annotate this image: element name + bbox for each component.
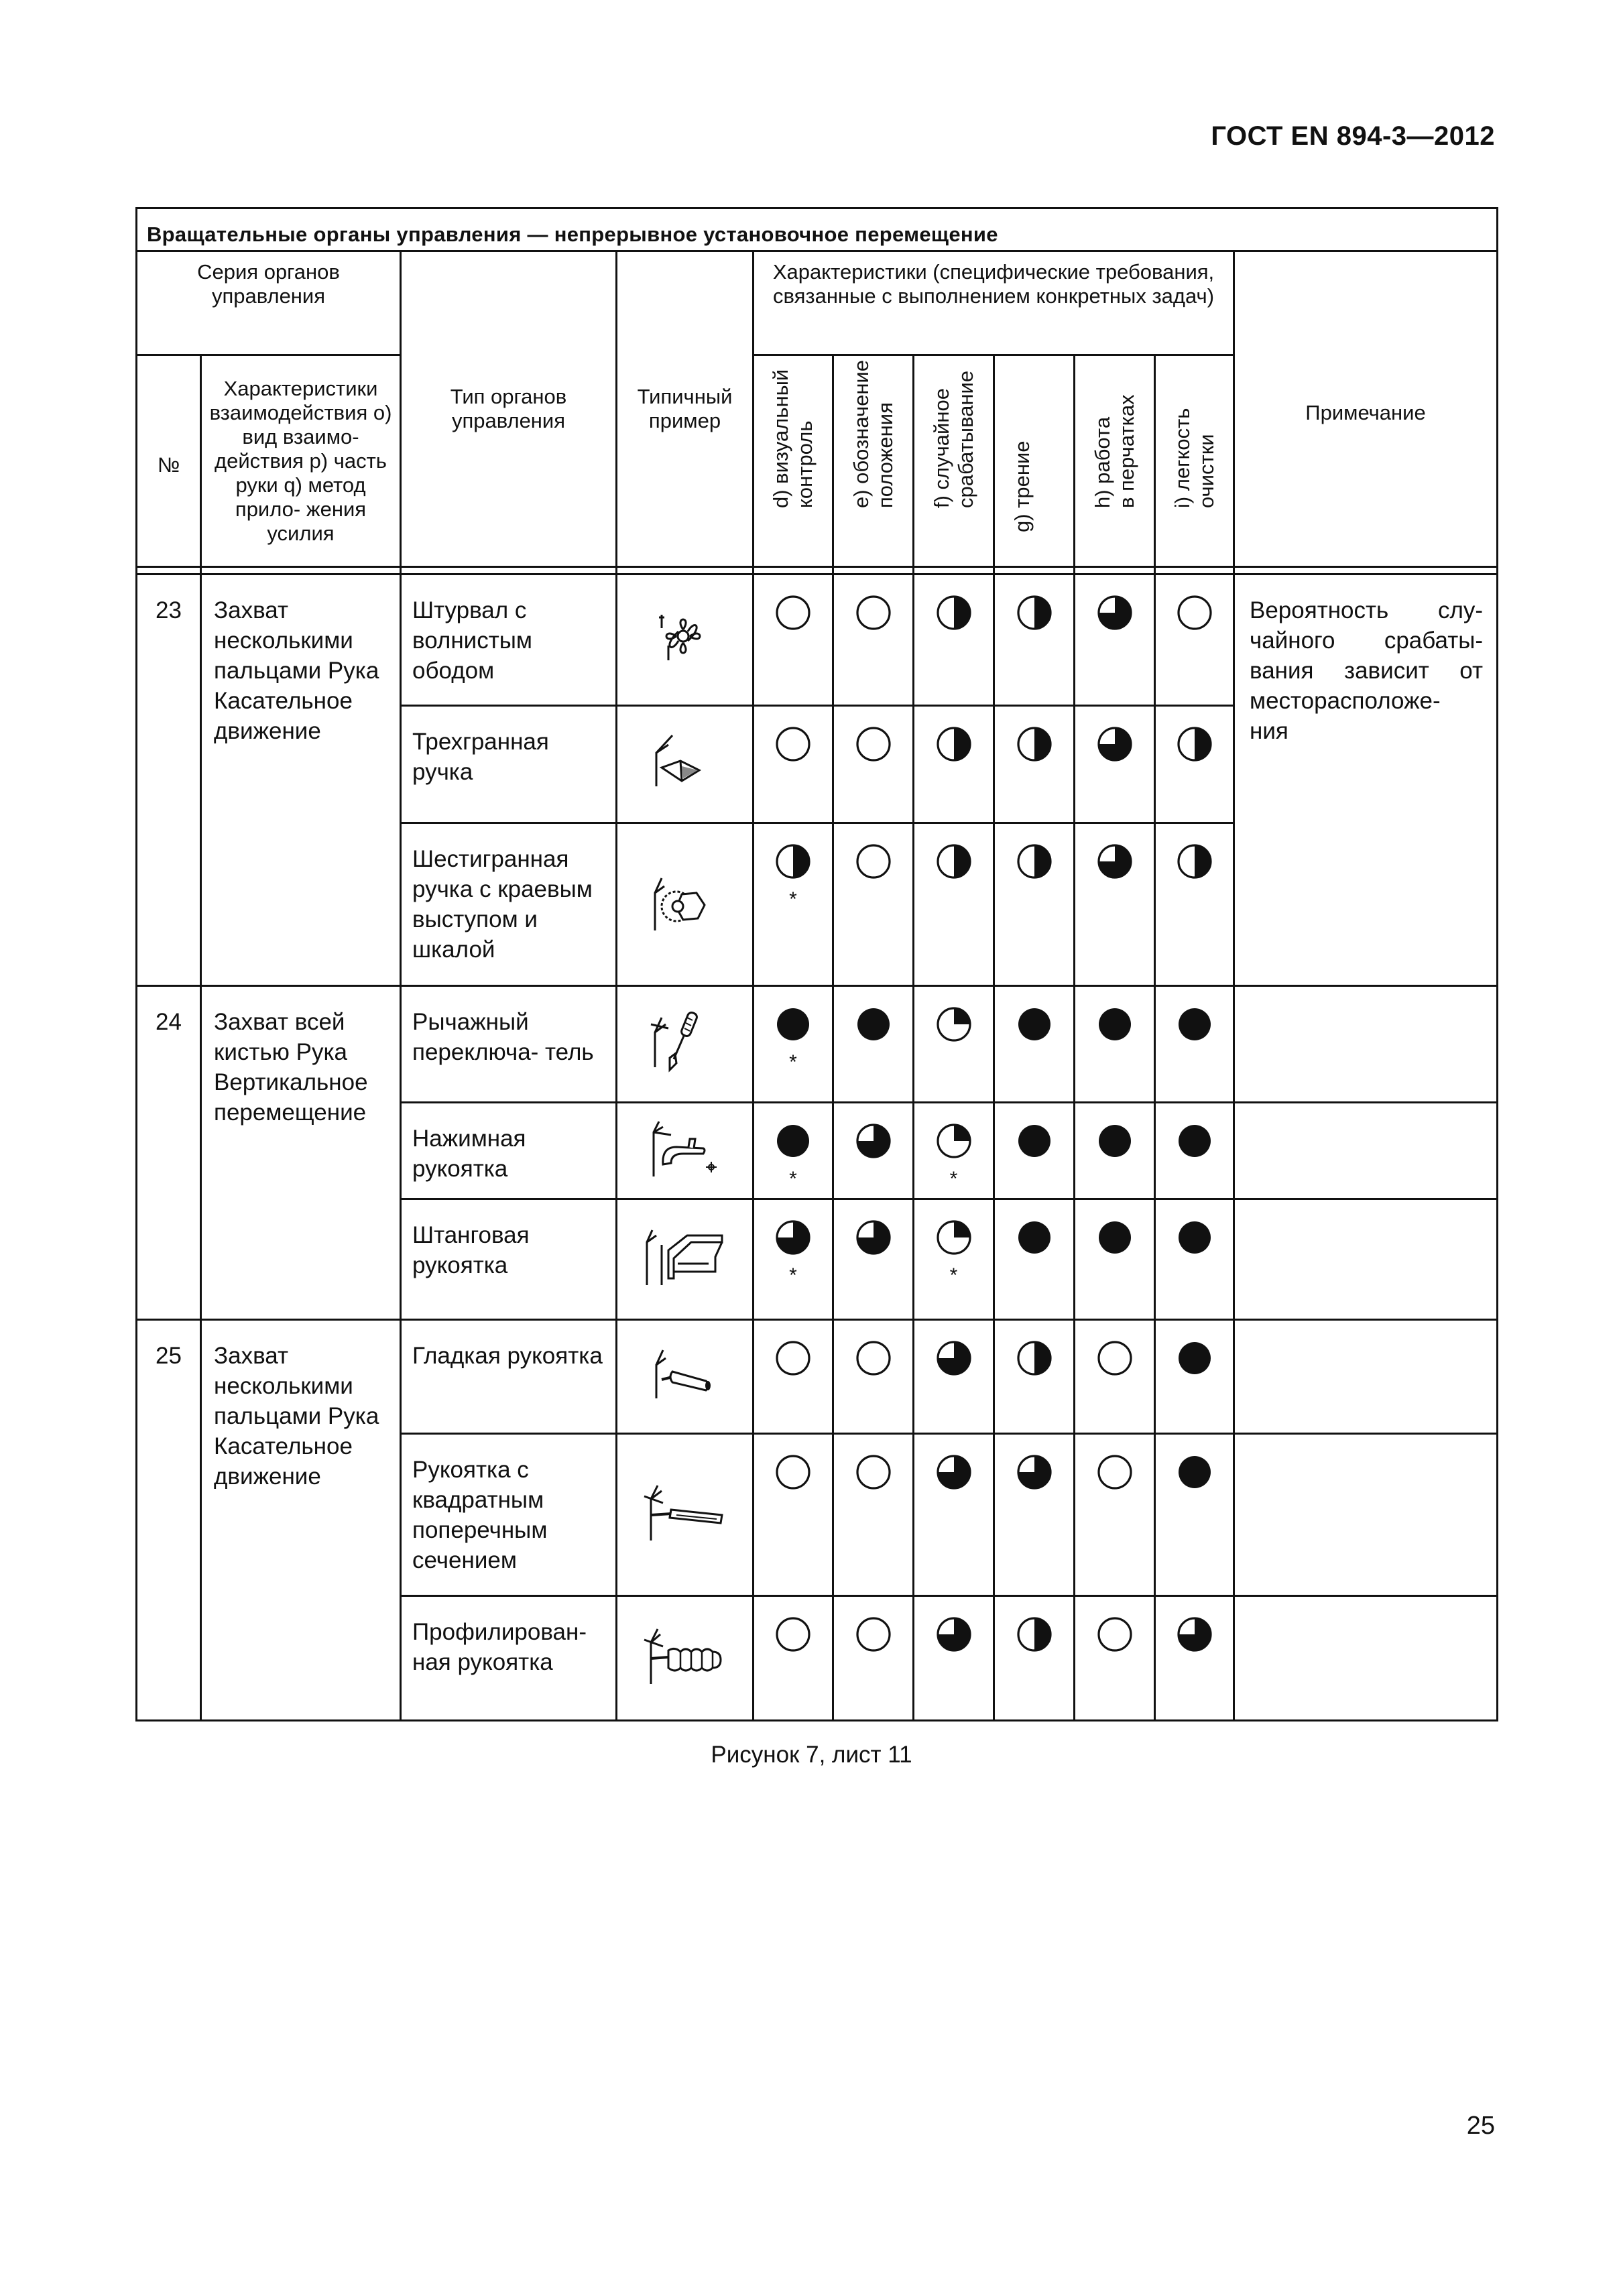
table-row [137,1320,1498,1434]
control-type: Трехгранная ручка [401,706,617,823]
subcol-line1: d) визуальный [769,369,792,508]
rating-symbol [855,1219,892,1256]
rating-symbol [774,1122,812,1160]
rating-symbol [1176,1122,1213,1160]
triangular-knob-icon [642,775,729,801]
control-type: Штанговая рукоятка [401,1199,617,1320]
rating-symbol [774,1006,812,1043]
rating-cell-2 [914,823,994,986]
typical-example [617,1199,754,1320]
control-type: Нажимная рукоятка [401,1103,617,1199]
control-type: Штурвал с волнистым ободом [401,575,617,706]
footnote-asterisk: * [949,1264,958,1286]
interaction-characteristics: Захват несколькими пальцами Рука Касательное движение [201,1320,401,1721]
typical-example [617,1320,754,1434]
rating-symbol [1176,843,1213,880]
table-row [137,575,1498,706]
rating-symbol [855,1339,892,1377]
note-cell [1234,986,1498,1103]
rating-cell-3 [994,1103,1075,1199]
bar-handle-icon [642,1270,729,1296]
footnote-asterisk: * [789,888,797,910]
rating-cell-0 [754,823,833,986]
page-number: 25 [1466,2112,1495,2140]
rating-symbol [1096,1339,1134,1377]
header-note: Примечание [1234,251,1498,567]
rating-symbol [1016,594,1053,631]
subcol-line1: e) обозначение [849,359,873,508]
subcol-line1: h) работа [1090,416,1114,508]
rating-symbol [855,1453,892,1491]
header-subcol-0 [754,355,833,567]
standard-code: ГОСТ EN 894-3—2012 [1211,121,1495,151]
push-handle-icon [642,1161,729,1187]
control-type: Гладкая рукоятка [401,1320,617,1434]
rating-cell-2 [914,1320,994,1434]
rating-cell-3 [994,986,1075,1103]
rating-cell-0 [754,1434,833,1596]
note-cell [1234,1434,1498,1596]
rating-cell-4 [1075,1320,1155,1434]
rating-cell-0 [754,1103,833,1199]
rating-symbol [935,725,973,763]
rating-symbol [1016,1453,1053,1491]
rating-cell-3 [994,823,1075,986]
rating-cell-2 [914,706,994,823]
rating-cell-2 [914,1103,994,1199]
rating-symbol [1016,1339,1053,1377]
rating-symbol [774,1339,812,1377]
rating-symbol [935,1616,973,1653]
controls-table [135,207,1496,1713]
header-series: Серия органов управления [137,251,401,355]
subcol-line2: положения [873,402,897,508]
rating-symbol [1176,1339,1213,1377]
control-type: Рычажный переключа- тель [401,986,617,1103]
rating-symbol [1176,594,1213,631]
rating-cell-5 [1155,823,1234,986]
rating-symbol [1096,1122,1134,1160]
footnote-asterisk: * [949,1168,958,1190]
rating-symbol [1176,1616,1213,1653]
note-cell [1234,1199,1498,1320]
rating-cell-4 [1075,1434,1155,1596]
rating-symbol [1096,1006,1134,1043]
rating-cell-2 [914,575,994,706]
rating-cell-1 [833,823,914,986]
rating-symbol [1176,1219,1213,1256]
rating-cell-3 [994,575,1075,706]
header-subcol-3 [994,355,1075,567]
rating-cell-4 [1075,1199,1155,1320]
rating-cell-5 [1155,986,1234,1103]
note-cell [1234,1596,1498,1721]
header-subcol-5 [1155,355,1234,567]
rating-symbol [935,1006,973,1043]
row-number: 24 [137,986,201,1320]
row-number: 23 [137,575,201,986]
rating-symbol [774,1219,812,1256]
rating-cell-5 [1155,1103,1234,1199]
rating-cell-4 [1075,1103,1155,1199]
rating-cell-1 [833,1320,914,1434]
hexagonal-knob-dial-icon [642,915,729,941]
header-subcol-1 [833,355,914,567]
footnote-asterisk: * [789,1264,797,1286]
header-characteristics: Характеристики (специфические требования, связанные с выполнением конкретных задач) [754,251,1234,355]
rating-symbol [1016,1219,1053,1256]
rating-symbol [1016,725,1053,763]
rating-cell-2 [914,1199,994,1320]
rating-cell-1 [833,575,914,706]
rating-symbol [1096,725,1134,763]
table-row [137,986,1498,1103]
subcol-line1: g) трение [1010,440,1034,532]
table-title: Вращательные органы управления — непрерывное установочное перемещение [137,208,1498,251]
header-subcol-4 [1075,355,1155,567]
rating-symbol [774,1453,812,1491]
rating-cell-5 [1155,706,1234,823]
rating-cell-2 [914,986,994,1103]
rating-cell-4 [1075,1596,1155,1721]
header-example: Типичный пример [617,251,754,567]
rating-cell-4 [1075,823,1155,986]
rating-symbol [1176,1453,1213,1491]
interaction-characteristics: Захват несколькими пальцами Рука Касательное движение [201,575,401,986]
rating-symbol [935,843,973,880]
rating-cell-0 [754,575,833,706]
control-type: Рукоятка с квадратным поперечным сечением [401,1434,617,1596]
lever-switch-icon [642,1054,729,1081]
rating-symbol [774,594,812,631]
rating-symbol [935,594,973,631]
rating-symbol [855,843,892,880]
rating-cell-3 [994,706,1075,823]
rating-cell-3 [994,1199,1075,1320]
rating-cell-1 [833,706,914,823]
rating-symbol [855,725,892,763]
interaction-characteristics: Захват всей кистью Рука Вертикальное перемещение [201,986,401,1320]
subcol-line2: очистки [1194,434,1218,508]
header-subcol-2 [914,355,994,567]
rating-symbol [935,1122,973,1160]
typical-example [617,575,754,706]
rating-symbol [855,1122,892,1160]
rating-cell-0 [754,706,833,823]
rating-cell-1 [833,1434,914,1596]
rating-symbol [774,1616,812,1653]
typical-example [617,986,754,1103]
rating-cell-1 [833,1103,914,1199]
rating-cell-5 [1155,1596,1234,1721]
rating-cell-2 [914,1434,994,1596]
rating-cell-5 [1155,1434,1234,1596]
scalloped-handwheel-icon [642,650,729,676]
square-section-handle-icon [642,1525,729,1551]
rating-cell-5 [1155,1199,1234,1320]
rating-cell-0 [754,986,833,1103]
typical-example [617,1434,754,1596]
footnote-asterisk: * [789,1168,797,1190]
rating-symbol [1016,843,1053,880]
rating-cell-3 [994,1596,1075,1721]
typical-example [617,706,754,823]
rating-cell-2 [914,1596,994,1721]
rating-symbol [935,1339,973,1377]
header-type: Тип органов управления [401,251,617,567]
rating-cell-0 [754,1199,833,1320]
rating-cell-0 [754,1596,833,1721]
rating-symbol [1096,843,1134,880]
footnote-asterisk: * [789,1051,797,1073]
subcol-line1: i) легкость [1170,408,1194,508]
note-cell [1234,1103,1498,1199]
rating-cell-0 [754,1320,833,1434]
rating-symbol [1016,1616,1053,1653]
typical-example [617,1596,754,1721]
rating-symbol [855,594,892,631]
rating-symbol [935,1219,973,1256]
rating-cell-4 [1075,986,1155,1103]
control-type: Профилирован- ная рукоятка [401,1596,617,1721]
figure-caption: Рисунок 7, лист 11 [711,1742,912,1768]
rating-symbol [774,725,812,763]
control-type: Шестигранная ручка с краевым выступом и шкалой [401,823,617,986]
header-interaction: Характеристики взаимодействия о) вид взаимо- действия р) часть руки q) метод прило- жения усилия [201,355,401,567]
rating-symbol [1096,1453,1134,1491]
rating-symbol [1176,725,1213,763]
rating-symbol [935,1453,973,1491]
rating-symbol [1016,1122,1053,1160]
rating-cell-1 [833,1199,914,1320]
rating-cell-3 [994,1434,1075,1596]
rating-cell-3 [994,1320,1075,1434]
rating-symbol [855,1616,892,1653]
rating-symbol [855,1006,892,1043]
rating-cell-4 [1075,575,1155,706]
rating-symbol [1016,1006,1053,1043]
rating-cell-1 [833,986,914,1103]
subcol-line2: в перчатках [1114,394,1138,508]
note-cell [1234,1320,1498,1434]
smooth-handle-icon [642,1387,729,1413]
rating-cell-1 [833,1596,914,1721]
rating-symbol [1096,594,1134,631]
profiled-handle-icon [642,1669,729,1695]
rating-cell-4 [1075,706,1155,823]
rating-symbol [1096,1219,1134,1256]
rating-cell-5 [1155,1320,1234,1434]
row-number: 25 [137,1320,201,1721]
subcol-line2: срабатывание [953,370,977,508]
typical-example [617,823,754,986]
subcol-line2: контроль [793,420,817,508]
rating-symbol [774,843,812,880]
rating-symbol [1096,1616,1134,1653]
rating-cell-5 [1155,575,1234,706]
note-cell: Вероятность слу- чайного срабаты- вания зависит от месторасположе- ния [1234,575,1498,986]
rating-symbol [1176,1006,1213,1043]
header-num: № [137,355,201,567]
subcol-line1: f) случайное [929,388,953,508]
typical-example [617,1103,754,1199]
